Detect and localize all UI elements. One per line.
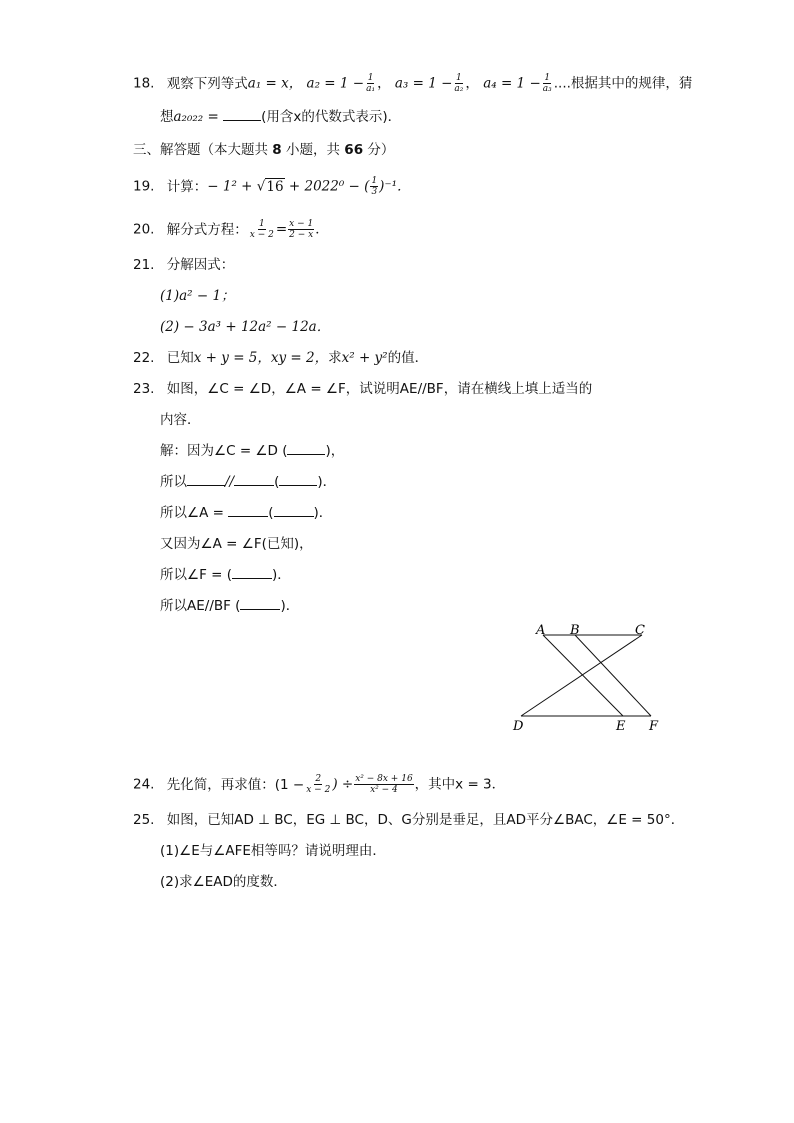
- q21-part1: (1)a² − 1；: [160, 288, 235, 304]
- q25-number: 25.: [133, 812, 155, 828]
- q18-line2: [160, 108, 401, 126]
- q22-number: 22.: [133, 350, 155, 366]
- q23-line2: 内容．: [160, 412, 201, 428]
- q18-answer-blank[interactable]: [223, 108, 261, 121]
- q23-step2: 所以 // ( )．: [160, 474, 337, 490]
- section3-heading: 三、解答题（本大题共 8 小题，共 66 分）: [133, 142, 395, 158]
- q18-a4: a₄ = 1 −: [483, 75, 541, 92]
- segment-AE: [543, 635, 623, 716]
- q24-frac2: $\frac{\text{x² − 8x + 16}}{\text{x² − 4}}$: [355, 774, 413, 795]
- label-C: C: [635, 623, 645, 638]
- q20-rhs: $\frac{x - 1}{2 - x}$: [289, 219, 314, 240]
- label-D: D: [513, 719, 524, 734]
- geometry-figure: [505, 618, 675, 738]
- q18-number: 18.: [133, 75, 155, 92]
- q19-frac: $\frac{1}{3}$: [371, 176, 378, 197]
- q21: 21. 分解因式：: [133, 257, 235, 273]
- q23-blank-7[interactable]: [232, 566, 272, 579]
- q24-frac1: $\frac{2}{x - 2}$: [306, 774, 331, 795]
- q18-prefix: 观察下列等式: [166, 75, 248, 92]
- label-B: B: [570, 623, 580, 638]
- q20-lhs: $\frac{1}{x - 2}$: [249, 219, 274, 240]
- q18-a1: a₁ = x，: [247, 75, 303, 92]
- q19: 19. 计算：− 1² + √16 + 2022⁰ − ( $\frac{1}{3}$ )⁻¹．: [133, 176, 411, 197]
- q18-frac3: $\frac{1}{\text{a₃}}$: [542, 73, 552, 94]
- q18-frac2: $\frac{1}{\text{a₂}}$: [454, 73, 464, 94]
- q25-line1: 25. 如图，已知AD ⊥ BC，EG ⊥ BC，D、G分别是垂足，且AD平分∠BAC，∠E = 50°．: [133, 812, 685, 828]
- q23-blank-4[interactable]: [279, 473, 317, 486]
- q23-step3: 所以∠A = ( )．: [160, 505, 333, 521]
- q24: 24. 先化简，再求值：(1 − $\frac{2}{x - 2}$ ) ÷ $\frac{\text{x² − 8x + 16}}{\text{x² − 4}}$ ，其中x = 3．: [133, 774, 506, 795]
- q23-blank-6[interactable]: [274, 504, 314, 517]
- q23-blank-8[interactable]: [240, 597, 280, 610]
- q23-step4: 又因为∠A = ∠F(已知)，: [160, 536, 313, 552]
- q18-a3: a₃ = 1 −: [394, 75, 453, 92]
- q23-number: 23.: [133, 381, 155, 397]
- q23-blank-1[interactable]: [287, 442, 325, 455]
- q23-line1: 23. 如图，∠C = ∠D，∠A = ∠F，试说明AE//BF，请在横线上填上适当的: [133, 381, 593, 397]
- q23-blank-5[interactable]: [228, 504, 268, 517]
- q20-number: 20.: [133, 221, 155, 238]
- q18-line1: 18. 观察下列等式a₁ = x， a₂ = 1 − $\frac{1}{\text{a₁}}$ ， a₃ = 1 − $\frac{1}{\text{a₂}}$ ， a₄ = 1 − $\frac{1}{\text{a₃}}$ ....根据其中的规律，猜: [133, 73, 693, 94]
- q24-number: 24.: [133, 776, 155, 793]
- q18-frac1: $\frac{1}{\text{a₁}}$: [366, 73, 376, 94]
- q21-part2: (2) − 3a³ + 12a² − 12a．: [160, 319, 331, 335]
- q22: 22. 已知x + y = 5，xy = 2，求x² + y²的值．: [133, 350, 429, 366]
- q18-line2-prefix: 想: [160, 109, 174, 125]
- segment-CD: [521, 635, 642, 716]
- label-E: E: [616, 719, 626, 734]
- q18-line2-suffix: (用含x的代数式表示)．: [261, 109, 402, 125]
- q18-a2: a₂ = 1 −: [306, 75, 365, 92]
- q18-a2022: a₂₀₂₂ =: [173, 109, 219, 125]
- q25-part2: (2)求∠EAD的度数．: [160, 874, 287, 890]
- q23-step6: 所以AE//BF ( )．: [160, 598, 300, 614]
- q21-number: 21.: [133, 257, 155, 273]
- label-F: F: [649, 719, 659, 734]
- q23-step1: 解：因为∠C = ∠D ( )，: [160, 443, 345, 459]
- q25-part1: (1)∠E与∠AFE相等吗？请说明理由．: [160, 843, 386, 859]
- q20: 20. 解分式方程： $\frac{1}{x - 2}$ = $\frac{x - 1}{2 - x}$ ．: [133, 219, 329, 240]
- q18-suffix: ....根据其中的规律，猜: [553, 75, 693, 92]
- q23-blank-3[interactable]: [234, 473, 274, 486]
- q23-step5: 所以∠F = ( )．: [160, 567, 291, 583]
- q23-blank-2[interactable]: [187, 473, 225, 486]
- segment-BF: [575, 635, 651, 716]
- q19-number: 19.: [133, 178, 155, 195]
- q19-sqrt: 16: [266, 178, 284, 195]
- label-A: A: [536, 623, 546, 638]
